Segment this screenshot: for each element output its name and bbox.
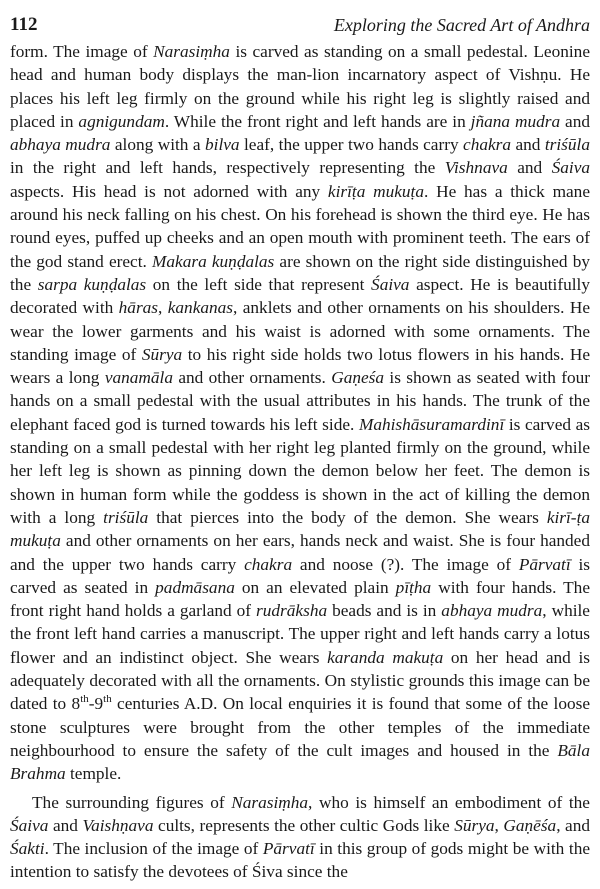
italic-term: Narasiṃha (153, 42, 230, 61)
text-run: leaf, the upper two hands carry (239, 135, 464, 155)
text-run: , while the front left hand carries a manuscript. The upper right and left hands carry a lotus flower and an indistinct object. She wears (10, 601, 590, 667)
text-run: and other ornaments on her ears, hands neck and waist. She is four handed and the upper two hands carry (10, 531, 590, 574)
text-run: along with a (110, 135, 205, 155)
italic-term: pīṭha (395, 577, 432, 597)
text-run: The surrounding figures of (32, 792, 232, 812)
text-run: is carved as seated in (10, 554, 591, 597)
italic-term: hāras (118, 298, 159, 318)
italic-term: Gaṇēśa (503, 815, 557, 835)
italic-term: kirīṭa mukuṭa (327, 181, 425, 201)
body-paragraph-2 (10, 791, 590, 884)
text-run: are shown on the right side distinguished by the (10, 251, 590, 294)
text-run: . The inclusion of the image of (44, 839, 263, 859)
running-title: Exploring the Sacred Art of Andhra (333, 15, 590, 35)
italic-term: Vishnava (444, 158, 508, 178)
italic-term: Pārvatī (262, 839, 315, 859)
italic-term: kirī-ṭa mukuṭa (10, 507, 591, 551)
italic-term: Makara kuṇḍalas (152, 251, 275, 271)
text-run: to his right side holds two lotus flowers in his hands. He wears a long (10, 344, 590, 388)
italic-term: triśūla (103, 507, 149, 527)
italic-term: kankanas (167, 298, 234, 318)
ordinal-suffix: th (80, 693, 89, 706)
text-run: is carved as standing on a small pedestal. Leonine head and human body displays the man-lion incarnatory aspect of Vishṇu. He places his left leg firmly on the ground while his right leg is slightly raised and placed in (10, 42, 590, 131)
italic-term: Mahishāsuramardinī (358, 414, 505, 434)
italic-term: jñana mudra (470, 111, 561, 131)
italic-term: Śaiva (10, 815, 49, 835)
text-run: , who is himself an embodiment of the (308, 792, 590, 812)
italic-term: Sūrya (141, 344, 183, 364)
text-run: and (507, 158, 552, 178)
italic-term: Narasiṃha (231, 792, 309, 812)
text-run: , and (556, 815, 591, 835)
text-run: . While the front right and left hands are in (164, 111, 471, 131)
text-run: aspect. He is beautifully decorated with (10, 274, 590, 318)
italic-term: Śakti (10, 839, 45, 859)
text-run: on her head and is adequately decorated with all the ornaments. On stylistic grounds this image can be dated to 8 (10, 647, 590, 714)
italic-term: sarpa kuṇḍalas (37, 274, 147, 294)
italic-term: bilva (205, 135, 240, 155)
text-run: and (511, 135, 545, 155)
text-run: in this group of gods might be with the intention to satisfy the devotees of Śiva since the (10, 839, 590, 882)
text-run: beads and is in (327, 601, 442, 621)
text-run: is carved as standing on a small pedestal with her right leg planted firmly on the ground, while her left leg is shown as pinning down the demon below her feet. The demon is shown in human form while the goddess is shown in the act of killing the demon with a long (10, 414, 590, 527)
italic-term: rudrāksha (256, 601, 328, 621)
italic-term: abhaya mudra (10, 135, 111, 155)
italic-term: triśūla (544, 135, 590, 155)
text-run: centuries A.D. On local enquiries it is found that some of the loose stone sculptures were brought from the other temples of the immediate neighbourhood to ensure the safety of the cult images and housed in the (10, 694, 590, 760)
book-page (10, 14, 590, 884)
text-run: , (494, 815, 504, 835)
italic-term: Pārvatī (518, 554, 571, 574)
text-run: in the right and left hands, respectively representing the (10, 158, 445, 178)
text-run: with four hands. The front right hand holds a garland of (10, 577, 590, 621)
text-run: form. The image of (10, 42, 154, 61)
text-run: , (158, 298, 168, 318)
text-run: that pierces into the body of the demon. She wears (148, 507, 547, 527)
italic-term: Śaiva (371, 274, 410, 294)
text-run: cults, represents the other cultic Gods like (153, 815, 455, 835)
italic-term: abhaya mudra (441, 601, 543, 621)
text-run: is shown as seated with four hands on a small pedestal with the usual attributes in his hands. The trunk of the elephant faced god is turned towards his left side. (10, 368, 590, 434)
italic-term: agnigundam (78, 111, 165, 131)
text-run: -9 (88, 694, 104, 714)
page-number: 112 (10, 14, 38, 35)
italic-term: Gaṇeśa (331, 368, 385, 388)
text-run: on an elevated plain (234, 577, 396, 597)
italic-term: chakra (463, 135, 512, 155)
italic-term: chakra (244, 554, 293, 574)
italic-term: Bāla Brahma (10, 740, 590, 784)
text-run: and (48, 815, 83, 835)
text-run: aspects. His head is not adorned with any (10, 181, 328, 201)
text-run: and noose (?). The image of (292, 554, 519, 574)
italic-term: Śaiva (551, 158, 591, 178)
text-run: and (560, 111, 590, 131)
text-run: , anklets and other ornaments on his shoulders. He wear the lower garments and his waist is adorned with some ornaments. The standing image of (10, 298, 591, 364)
italic-term: padmāsana (155, 577, 235, 597)
text-run: and other ornaments. (172, 368, 332, 388)
italic-term: vanamāla (104, 368, 173, 388)
italic-term: karanda makuṭa (327, 647, 444, 667)
italic-term: Sūrya (454, 815, 495, 835)
text-run: . He has a thick mane around his neck falling on his chest. On his forehead is shown the third eye. He has round eyes, puffed up cheeks and an open mouth with prominent teeth. The ears of the god stand erect. (10, 181, 590, 271)
text-run: on the left side that represent (146, 274, 372, 294)
text-run: temple. (65, 764, 122, 784)
page-header (10, 14, 590, 40)
ordinal-suffix: th (103, 693, 112, 706)
italic-term: Vaishṇava (82, 815, 154, 835)
body-paragraph-1 (10, 40, 590, 786)
